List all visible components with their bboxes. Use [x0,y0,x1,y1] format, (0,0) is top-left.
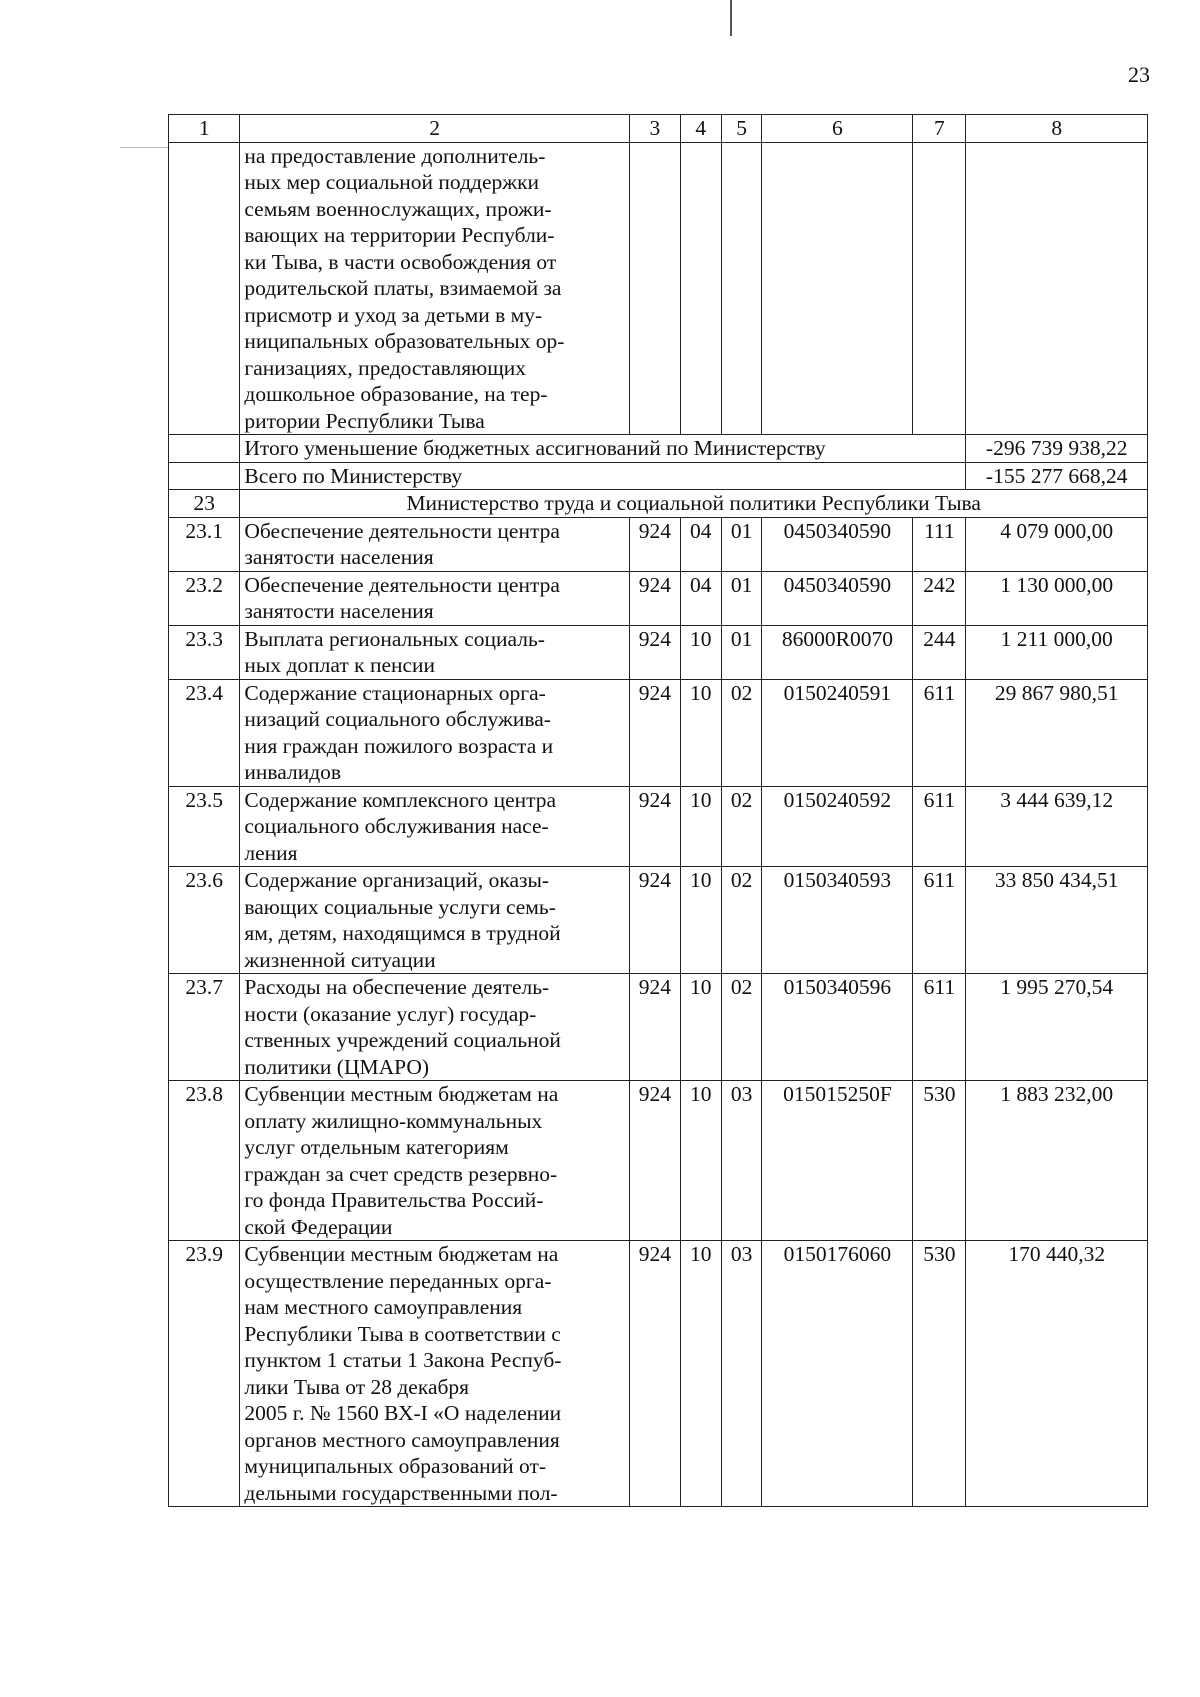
table-row [169,679,1148,786]
row-code-7: 244 [913,625,966,679]
row-amount: 1 211 000,00 [966,625,1148,679]
header-cell: 3 [629,115,680,143]
table-row [169,571,1148,625]
row-code-6: 0150176060 [762,1241,913,1507]
empty-cell [721,142,762,435]
row-code-7: 611 [913,786,966,867]
row-code-6: 015015250F [762,1081,913,1241]
carryover-description: на предоставление дополнитель- ных мер социальной поддержки семьям военнослужащих, прожи- вающих на территории Республи- ки Тыва, в части освобождения от родительской платы, взимаемой за присмотр и уход за детьми в му- ниципальных образовательных ор- ганизациях, предоставляющих дошкольное образование, на тер- ритории Республики Тыва [240,142,630,435]
header-cell: 4 [680,115,721,143]
row-code-5: 03 [721,1241,762,1507]
row-code-4: 10 [680,1081,721,1241]
row-code-6: 0150340593 [762,867,913,974]
row-number: 23.9 [169,1241,240,1507]
header-cell: 2 [240,115,630,143]
empty-cell [762,142,913,435]
row-amount: 170 440,32 [966,1241,1148,1507]
row-number: 23.6 [169,867,240,974]
row-code-5: 01 [721,571,762,625]
row-code-5: 02 [721,867,762,974]
row-code-4: 10 [680,1241,721,1507]
row-code-4: 10 [680,974,721,1081]
section-number: 23 [169,490,240,518]
row-description: Содержание стационарных орга- низаций социального обслужива- ния граждан пожилого возраста и инвалидов [240,679,630,786]
row-code-5: 01 [721,517,762,571]
page-number: 23 [1128,62,1150,87]
row-number: 23.2 [169,571,240,625]
table-body [169,517,1148,1507]
table-row [169,974,1148,1081]
row-description: Содержание организаций, оказы- вающих социальные услуги семь- ям, детям, находящимся в трудной жизненной ситуации [240,867,630,974]
row-code-5: 02 [721,679,762,786]
scan-artifact-tick [120,147,170,148]
row-code-3: 924 [629,679,680,786]
row-code-3: 924 [629,571,680,625]
row-code-3: 924 [629,517,680,571]
row-description: Содержание комплексного центра социального обслуживания насе- ления [240,786,630,867]
total-decrease-amount: -296 739 938,22 [966,435,1148,463]
row-code-7: 111 [913,517,966,571]
row-number: 23.7 [169,974,240,1081]
row-code-5: 02 [721,974,762,1081]
row-code-3: 924 [629,974,680,1081]
row-description: Выплата региональных социаль- ных доплат к пенсии [240,625,630,679]
empty-cell [629,142,680,435]
row-amount: 1 995 270,54 [966,974,1148,1081]
row-description: Расходы на обеспечение деятель- ности (оказание услуг) государ- ственных учреждений социальной политики (ЦМАРО) [240,974,630,1081]
row-code-3: 924 [629,786,680,867]
empty-cell [966,142,1148,435]
row-code-3: 924 [629,1081,680,1241]
row-code-6: 0450340590 [762,571,913,625]
table-row [169,625,1148,679]
carryover-row [169,142,1148,435]
row-code-7: 242 [913,571,966,625]
row-description: Субвенции местным бюджетам на оплату жилищно-коммунальных услуг отдельным категориям граждан за счет средств резервно- го фонда Правительства Россий- ской Федерации [240,1081,630,1241]
row-code-7: 611 [913,974,966,1081]
row-amount: 3 444 639,12 [966,786,1148,867]
row-code-6: 0150240592 [762,786,913,867]
row-amount: 4 079 000,00 [966,517,1148,571]
row-code-6: 0150340596 [762,974,913,1081]
section-row [169,490,1148,518]
row-number: 23.5 [169,786,240,867]
section-title: Министерство труда и социальной политики Республики Тыва [240,490,1148,518]
table-row [169,1081,1148,1241]
table-header-row [169,115,1148,143]
header-cell: 1 [169,115,240,143]
row-code-7: 611 [913,679,966,786]
row-code-6: 0450340590 [762,517,913,571]
row-amount: 1 883 232,00 [966,1081,1148,1241]
empty-cell [680,142,721,435]
scan-artifact-line [730,0,732,36]
row-code-7: 611 [913,867,966,974]
header-cell: 8 [966,115,1148,143]
row-code-4: 10 [680,679,721,786]
table-row [169,1241,1148,1507]
row-code-6: 0150240591 [762,679,913,786]
total-decrease-label: Итого уменьшение бюджетных ассигнований по Министерству [240,435,966,463]
row-number: 23.1 [169,517,240,571]
row-code-4: 04 [680,571,721,625]
row-number-cell [169,462,240,490]
table-row [169,517,1148,571]
row-amount: 33 850 434,51 [966,867,1148,974]
header-cell: 7 [913,115,966,143]
row-description: Обеспечение деятельности центра занятости населения [240,571,630,625]
row-code-5: 03 [721,1081,762,1241]
header-cell: 5 [721,115,762,143]
row-number: 23.8 [169,1081,240,1241]
budget-table [168,114,1148,1507]
row-code-7: 530 [913,1081,966,1241]
row-amount: 29 867 980,51 [966,679,1148,786]
row-number: 23.3 [169,625,240,679]
total-ministry-label: Всего по Министерству [240,462,966,490]
total-ministry-row [169,462,1148,490]
total-ministry-amount: -155 277 668,24 [966,462,1148,490]
row-code-3: 924 [629,867,680,974]
row-code-6: 86000R0070 [762,625,913,679]
row-code-3: 924 [629,1241,680,1507]
total-decrease-row [169,435,1148,463]
row-amount: 1 130 000,00 [966,571,1148,625]
row-code-7: 530 [913,1241,966,1507]
row-code-3: 924 [629,625,680,679]
row-code-5: 01 [721,625,762,679]
row-code-5: 02 [721,786,762,867]
table-row [169,786,1148,867]
row-code-4: 04 [680,517,721,571]
row-code-4: 10 [680,625,721,679]
row-code-4: 10 [680,786,721,867]
table-row [169,867,1148,974]
row-number-cell [169,435,240,463]
row-description: Субвенции местным бюджетам на осуществление переданных орга- нам местного самоуправления Республики Тыва в соответствии с пунктом 1 статьи 1 Закона Респуб- лики Тыва от 28 декабря 2005 г. № 1560 ВХ-I «О наделении органов местного самоуправления муниципальных образований от- дельными государственными пол- [240,1241,630,1507]
row-number-cell [169,142,240,435]
row-code-4: 10 [680,867,721,974]
empty-cell [913,142,966,435]
row-description: Обеспечение деятельности центра занятости населения [240,517,630,571]
row-number: 23.4 [169,679,240,786]
header-cell: 6 [762,115,913,143]
